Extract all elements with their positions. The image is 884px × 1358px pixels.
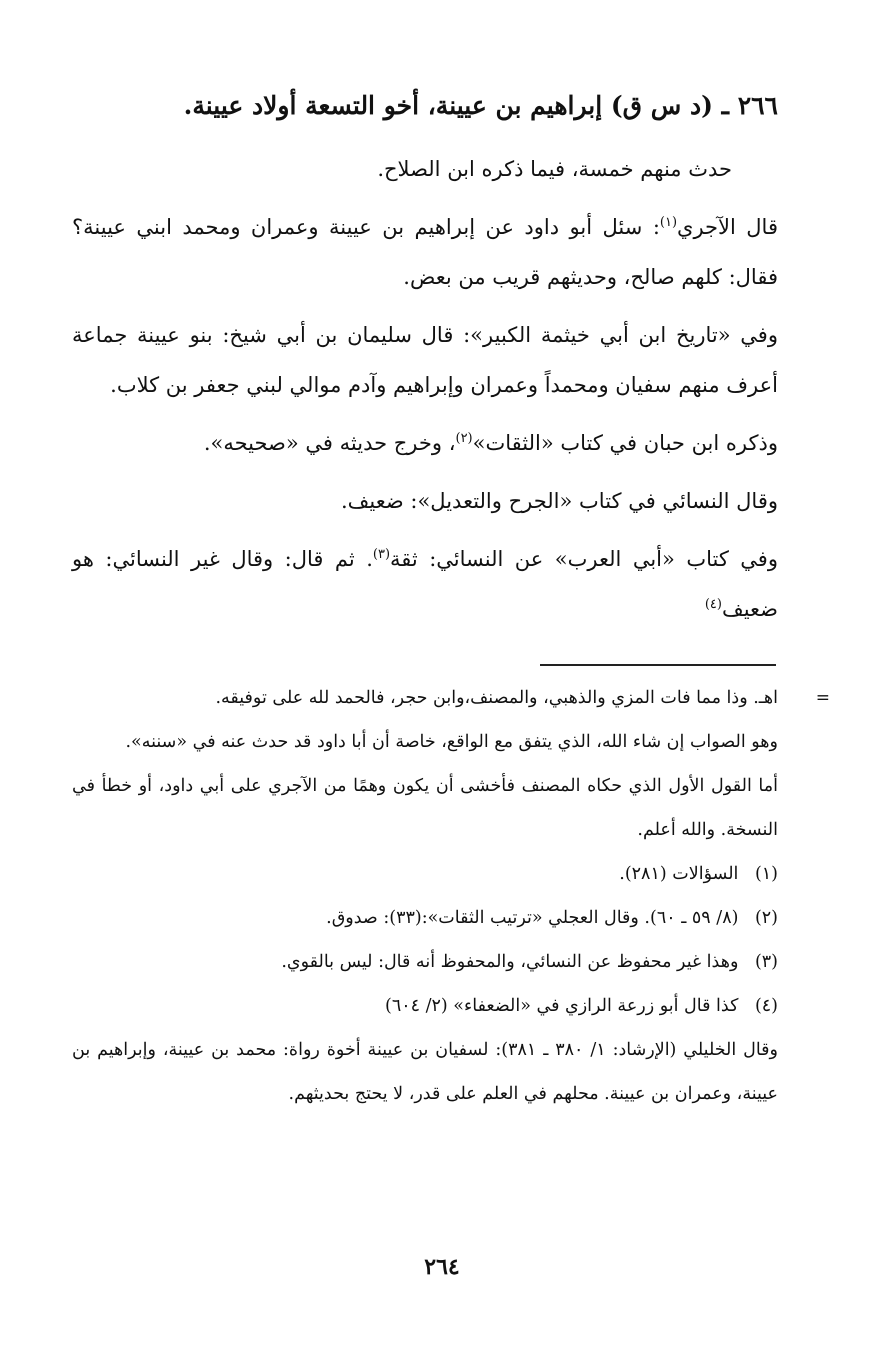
footnote-2-number: (٢) (754, 908, 778, 928)
entry-body (72, 144, 778, 642)
footnote-4-text: كذا قال أبو زرعة الرازي في «الضعفاء» (٢/ ٦٠٤) (385, 996, 739, 1016)
footnote-4 (72, 984, 778, 1028)
body-paragraph-5: وقال النسائي في كتاب «الجرح والتعديل»: ضعيف. (340, 489, 778, 513)
body-paragraph-4-start: وذكره ابن حبان في كتاب «الثقات» (472, 431, 778, 455)
body-paragraph-4 (72, 418, 778, 468)
footnote-2 (72, 896, 778, 940)
footnotes (72, 676, 830, 1116)
footnote-4-number: (٤) (754, 996, 778, 1016)
footnote-3-text: وهذا غير محفوظ عن النسائي، والمحفوظ أنه قال: ليس بالقوي. (281, 952, 739, 972)
entry-heading: ٢٦٦ ـ (د س ق) إبراهيم بن عيينة، أخو التسعة أولاد عيينة. (183, 91, 778, 120)
body-paragraph-6-start: وفي كتاب «أبي العرب» عن النسائي: ثقة (390, 547, 778, 571)
footnote-continuation-line-1: اهـ. وذا مما فات المزي والذهبي، والمصنف،وابن حجر، فالحمد لله على توفيقه. (215, 688, 778, 708)
footnote-ref-3: (٣) (372, 547, 391, 562)
body-paragraph-6 (72, 534, 778, 634)
footnote-ref-1: (١) (659, 215, 678, 230)
footnote-1-text: السؤالات (٢٨١). (619, 864, 739, 884)
body-paragraph-4-rest: ، وخرج حديثه في «صحيحه». (203, 431, 456, 455)
body-paragraph-2-start: قال الآجري (677, 215, 778, 239)
footnote-4-continuation: وقال الخليلي (الإرشاد: ١/ ٣٨٠ ـ ٣٨١): لسفيان بن عيينة أخوة رواة: محمد بن عيينة، وإبراهيم بن عيينة، وعمران بن عيينة. محلهم في العلم على قدر، لا يحتج بحديثهم. (72, 1040, 778, 1104)
page-number: ٢٦٤ (424, 1254, 460, 1280)
footnote-divider (540, 664, 776, 666)
footnote-ref-4: (٤) (704, 597, 722, 612)
footnote-2-text: (٨/ ٥٩ ـ ٦٠). وقال العجلي «ترتيب الثقات»:(٣٣): صدوق. (326, 908, 739, 928)
body-paragraph-3: وفي «تاريخ ابن أبي خيثمة الكبير»: قال سليمان بن أبي شيخ: بنو عيينة جماعة أعرف منهم سفيان ومحمداً وعمران وإبراهيم وآدم موالي لبني جعفر بن كلاب. (72, 323, 778, 397)
body-paragraph-6-mid: . ثم قال: وقال غير النسائي: هو ضعيف (72, 547, 778, 621)
footnote-3 (72, 940, 778, 984)
body-paragraph-2-rest: : سئل أبو داود عن إبراهيم بن عيينة وعمران ومحمد ابني عيينة؟ فقال: كلهم صالح، وحديثهم قريب من بعض. (72, 215, 778, 289)
footnote-ref-2: (٢) (455, 431, 473, 446)
footnote-continuation-line-2: وهو الصواب إن شاء الله، الذي يتفق مع الواقع، خاصة أن أبا داود قد حدث عنه في «سننه». (125, 732, 778, 752)
body-paragraph-1: حدث منهم خمسة، فيما ذكره ابن الصلاح. (377, 157, 732, 181)
body-paragraph-2 (72, 202, 778, 302)
footnote-continuation-line-3: أما القول الأول الذي حكاه المصنف فأخشى أن يكون وهمًا من الآجري على أبي داود، أو خطأ في النسخة. والله أعلم. (72, 776, 778, 840)
footnote-1 (72, 852, 778, 896)
footnote-3-number: (٣) (754, 952, 778, 972)
footnote-1-number: (١) (754, 864, 778, 884)
continuation-mark: = (815, 688, 830, 708)
